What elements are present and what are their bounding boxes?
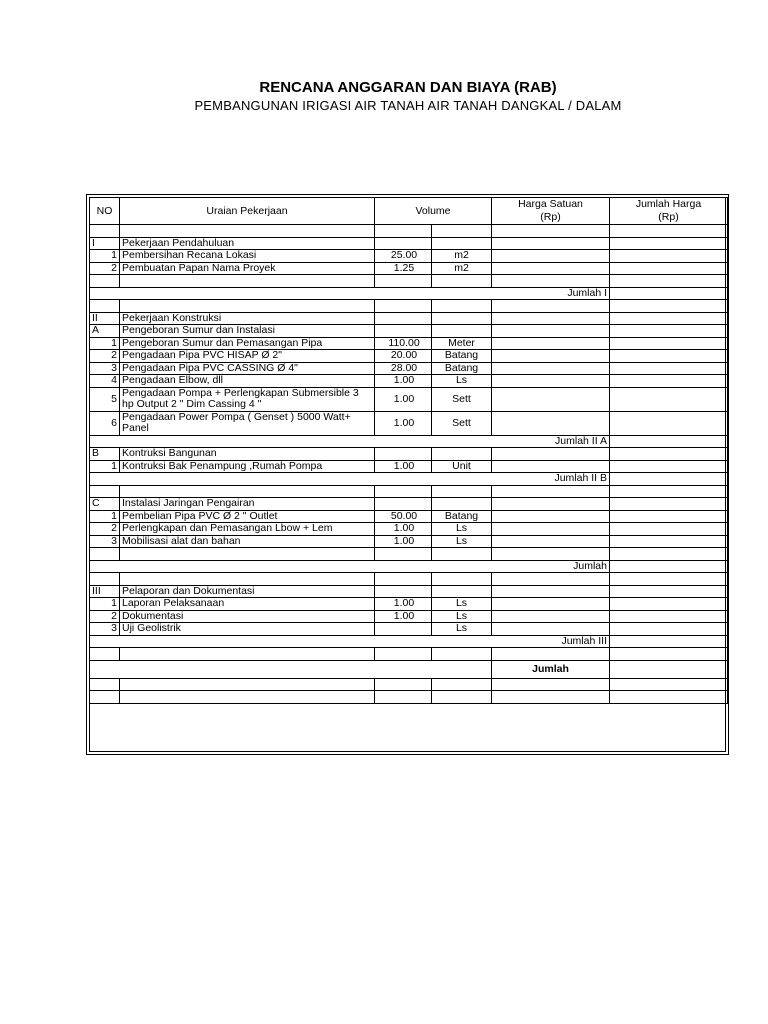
item-qty: 1.00 (375, 523, 432, 536)
header-jumlah-harga-unit: (Rp) (658, 211, 679, 223)
item-unit: m2 (432, 250, 492, 263)
header-no: NO (90, 198, 120, 225)
blank-row (90, 678, 728, 691)
item-desc: Pengadaan Elbow, dll (120, 375, 375, 388)
rab-table (89, 197, 728, 704)
item-desc: Pengadaan Pipa PVC CASSING Ø 4" (120, 362, 375, 375)
blank-row (90, 300, 728, 313)
item-no: 1 (90, 337, 120, 350)
subsection-no: C (90, 498, 120, 511)
item-no: 2 (90, 523, 120, 536)
table-row (90, 262, 728, 275)
blank-row (90, 275, 728, 288)
item-unit: m2 (432, 262, 492, 275)
item-unit: Ls (432, 535, 492, 548)
item-no: 3 (90, 623, 120, 636)
subtotal-row (90, 435, 728, 448)
subsection-no: A (90, 325, 120, 338)
item-no: 2 (90, 350, 120, 363)
item-qty: 50.00 (375, 510, 432, 523)
item-qty: 1.00 (375, 610, 432, 623)
header-volume: Volume (375, 198, 492, 225)
subtotal-label: Jumlah I (90, 287, 610, 300)
grand-total-label: Jumlah (492, 660, 610, 678)
blank-row (90, 485, 728, 498)
item-no: 2 (90, 262, 120, 275)
table-row (90, 350, 728, 363)
item-qty: 20.00 (375, 350, 432, 363)
section-row (90, 237, 728, 250)
blank-row (90, 648, 728, 661)
table-row (90, 623, 728, 636)
header-uraian: Uraian Pekerjaan (120, 198, 375, 225)
item-unit: Batang (432, 362, 492, 375)
subsection-row (90, 325, 728, 338)
table-row (90, 535, 728, 548)
subtotal-label: Jumlah II A (90, 435, 610, 448)
subsection-name: Instalasi Jaringan Pengairan (120, 498, 375, 511)
subtotal-label: Jumlah II B (90, 473, 610, 486)
table-row (90, 362, 728, 375)
item-desc: Mobilisasi alat dan bahan (120, 535, 375, 548)
subsection-name: Pengeboran Sumur dan Instalasi (120, 325, 375, 338)
item-unit: Sett (432, 387, 492, 411)
subtotal-row (90, 287, 728, 300)
item-qty: 28.00 (375, 362, 432, 375)
section-name: Pekerjaan Pendahuluan (120, 237, 375, 250)
item-desc: Pembelian Pipa PVC Ø 2 " Outlet (120, 510, 375, 523)
item-qty: 25.00 (375, 250, 432, 263)
item-qty: 1.25 (375, 262, 432, 275)
item-unit: Ls (432, 610, 492, 623)
item-unit: Ls (432, 523, 492, 536)
item-desc: Kontruksi Bak Penampung ,Rumah Pompa (120, 460, 375, 473)
item-desc: Pembuatan Papan Nama Proyek (120, 262, 375, 275)
item-no: 1 (90, 460, 120, 473)
page-title: RENCANA ANGGARAN DAN BIAYA (RAB) (259, 79, 557, 96)
section-name: Pelaporan dan Dokumentasi (120, 585, 375, 598)
item-desc: Pengeboran Sumur dan Pemasangan Pipa (120, 337, 375, 350)
item-desc: Pengadaan Power Pompa ( Genset ) 5000 Watt+ Panel (120, 411, 375, 435)
item-unit: Ls (432, 375, 492, 388)
subtotal-row (90, 635, 728, 648)
blank-row (90, 548, 728, 561)
item-desc: Uji Geolistrik (120, 623, 375, 636)
subtotal-row (90, 473, 728, 486)
item-qty: 1.00 (375, 535, 432, 548)
item-no: 2 (90, 610, 120, 623)
item-no: 1 (90, 250, 120, 263)
section-no: I (90, 237, 120, 250)
item-qty: 1.00 (375, 460, 432, 473)
subtotal-row (90, 560, 728, 573)
item-unit: Batang (432, 350, 492, 363)
item-unit: Sett (432, 411, 492, 435)
blank-row (90, 225, 728, 238)
subsection-row (90, 498, 728, 511)
item-qty: 1.00 (375, 387, 432, 411)
header-harga-satuan-label: Harga Satuan (518, 198, 583, 210)
item-desc: Pengadaan Pipa PVC HISAP Ø 2" (120, 350, 375, 363)
table-row (90, 598, 728, 611)
item-no: 1 (90, 510, 120, 523)
item-unit: Meter (432, 337, 492, 350)
table-row (90, 523, 728, 536)
item-qty: 1.00 (375, 411, 432, 435)
item-qty: 110.00 (375, 337, 432, 350)
subsection-name: Kontruksi Bangunan (120, 448, 375, 461)
item-no: 3 (90, 535, 120, 548)
page-subtitle: PEMBANGUNAN IRIGASI AIR TANAH AIR TANAH DANGKAL / DALAM (194, 98, 622, 113)
header-jumlah-harga-label: Jumlah Harga (635, 198, 702, 210)
item-qty: 1.00 (375, 598, 432, 611)
header-row (90, 198, 728, 225)
item-no: 4 (90, 375, 120, 388)
table-row (90, 375, 728, 388)
item-unit: Unit (432, 460, 492, 473)
subsection-row (90, 448, 728, 461)
item-desc: Pengadaan Pompa + Perlengkapan Submersible 3 hp Output 2 " Dim Cassing 4 " (120, 387, 375, 411)
table-row (90, 250, 728, 263)
item-unit: Batang (432, 510, 492, 523)
table-row (90, 460, 728, 473)
section-no: III (90, 585, 120, 598)
table-row (90, 337, 728, 350)
item-qty (375, 623, 432, 636)
item-no: 6 (90, 411, 120, 435)
header-jumlah-harga (610, 198, 728, 225)
header-harga-satuan (492, 198, 610, 225)
table-row (90, 610, 728, 623)
item-desc: Dokumentasi (120, 610, 375, 623)
table-row (90, 510, 728, 523)
item-no: 5 (90, 387, 120, 411)
subsection-no: B (90, 448, 120, 461)
item-no: 3 (90, 362, 120, 375)
item-no: 1 (90, 598, 120, 611)
blank-row (90, 691, 728, 704)
item-desc: Laporan Pelaksanaan (120, 598, 375, 611)
section-name: Pekerjaan Konstruksi (120, 312, 375, 325)
section-row (90, 312, 728, 325)
item-qty: 1.00 (375, 375, 432, 388)
grand-total-row (90, 660, 728, 678)
item-desc: Perlengkapan dan Pemasangan Lbow + Lem (120, 523, 375, 536)
table-row (90, 411, 728, 435)
item-unit: Ls (432, 623, 492, 636)
section-row (90, 585, 728, 598)
header-harga-satuan-unit: (Rp) (540, 211, 561, 223)
blank-row (90, 573, 728, 586)
item-desc: Pembersihan Recana Lokasi (120, 250, 375, 263)
item-unit: Ls (432, 598, 492, 611)
subtotal-label: Jumlah (90, 560, 610, 573)
section-no: II (90, 312, 120, 325)
subtotal-label: Jumlah III (90, 635, 610, 648)
table-row (90, 387, 728, 411)
